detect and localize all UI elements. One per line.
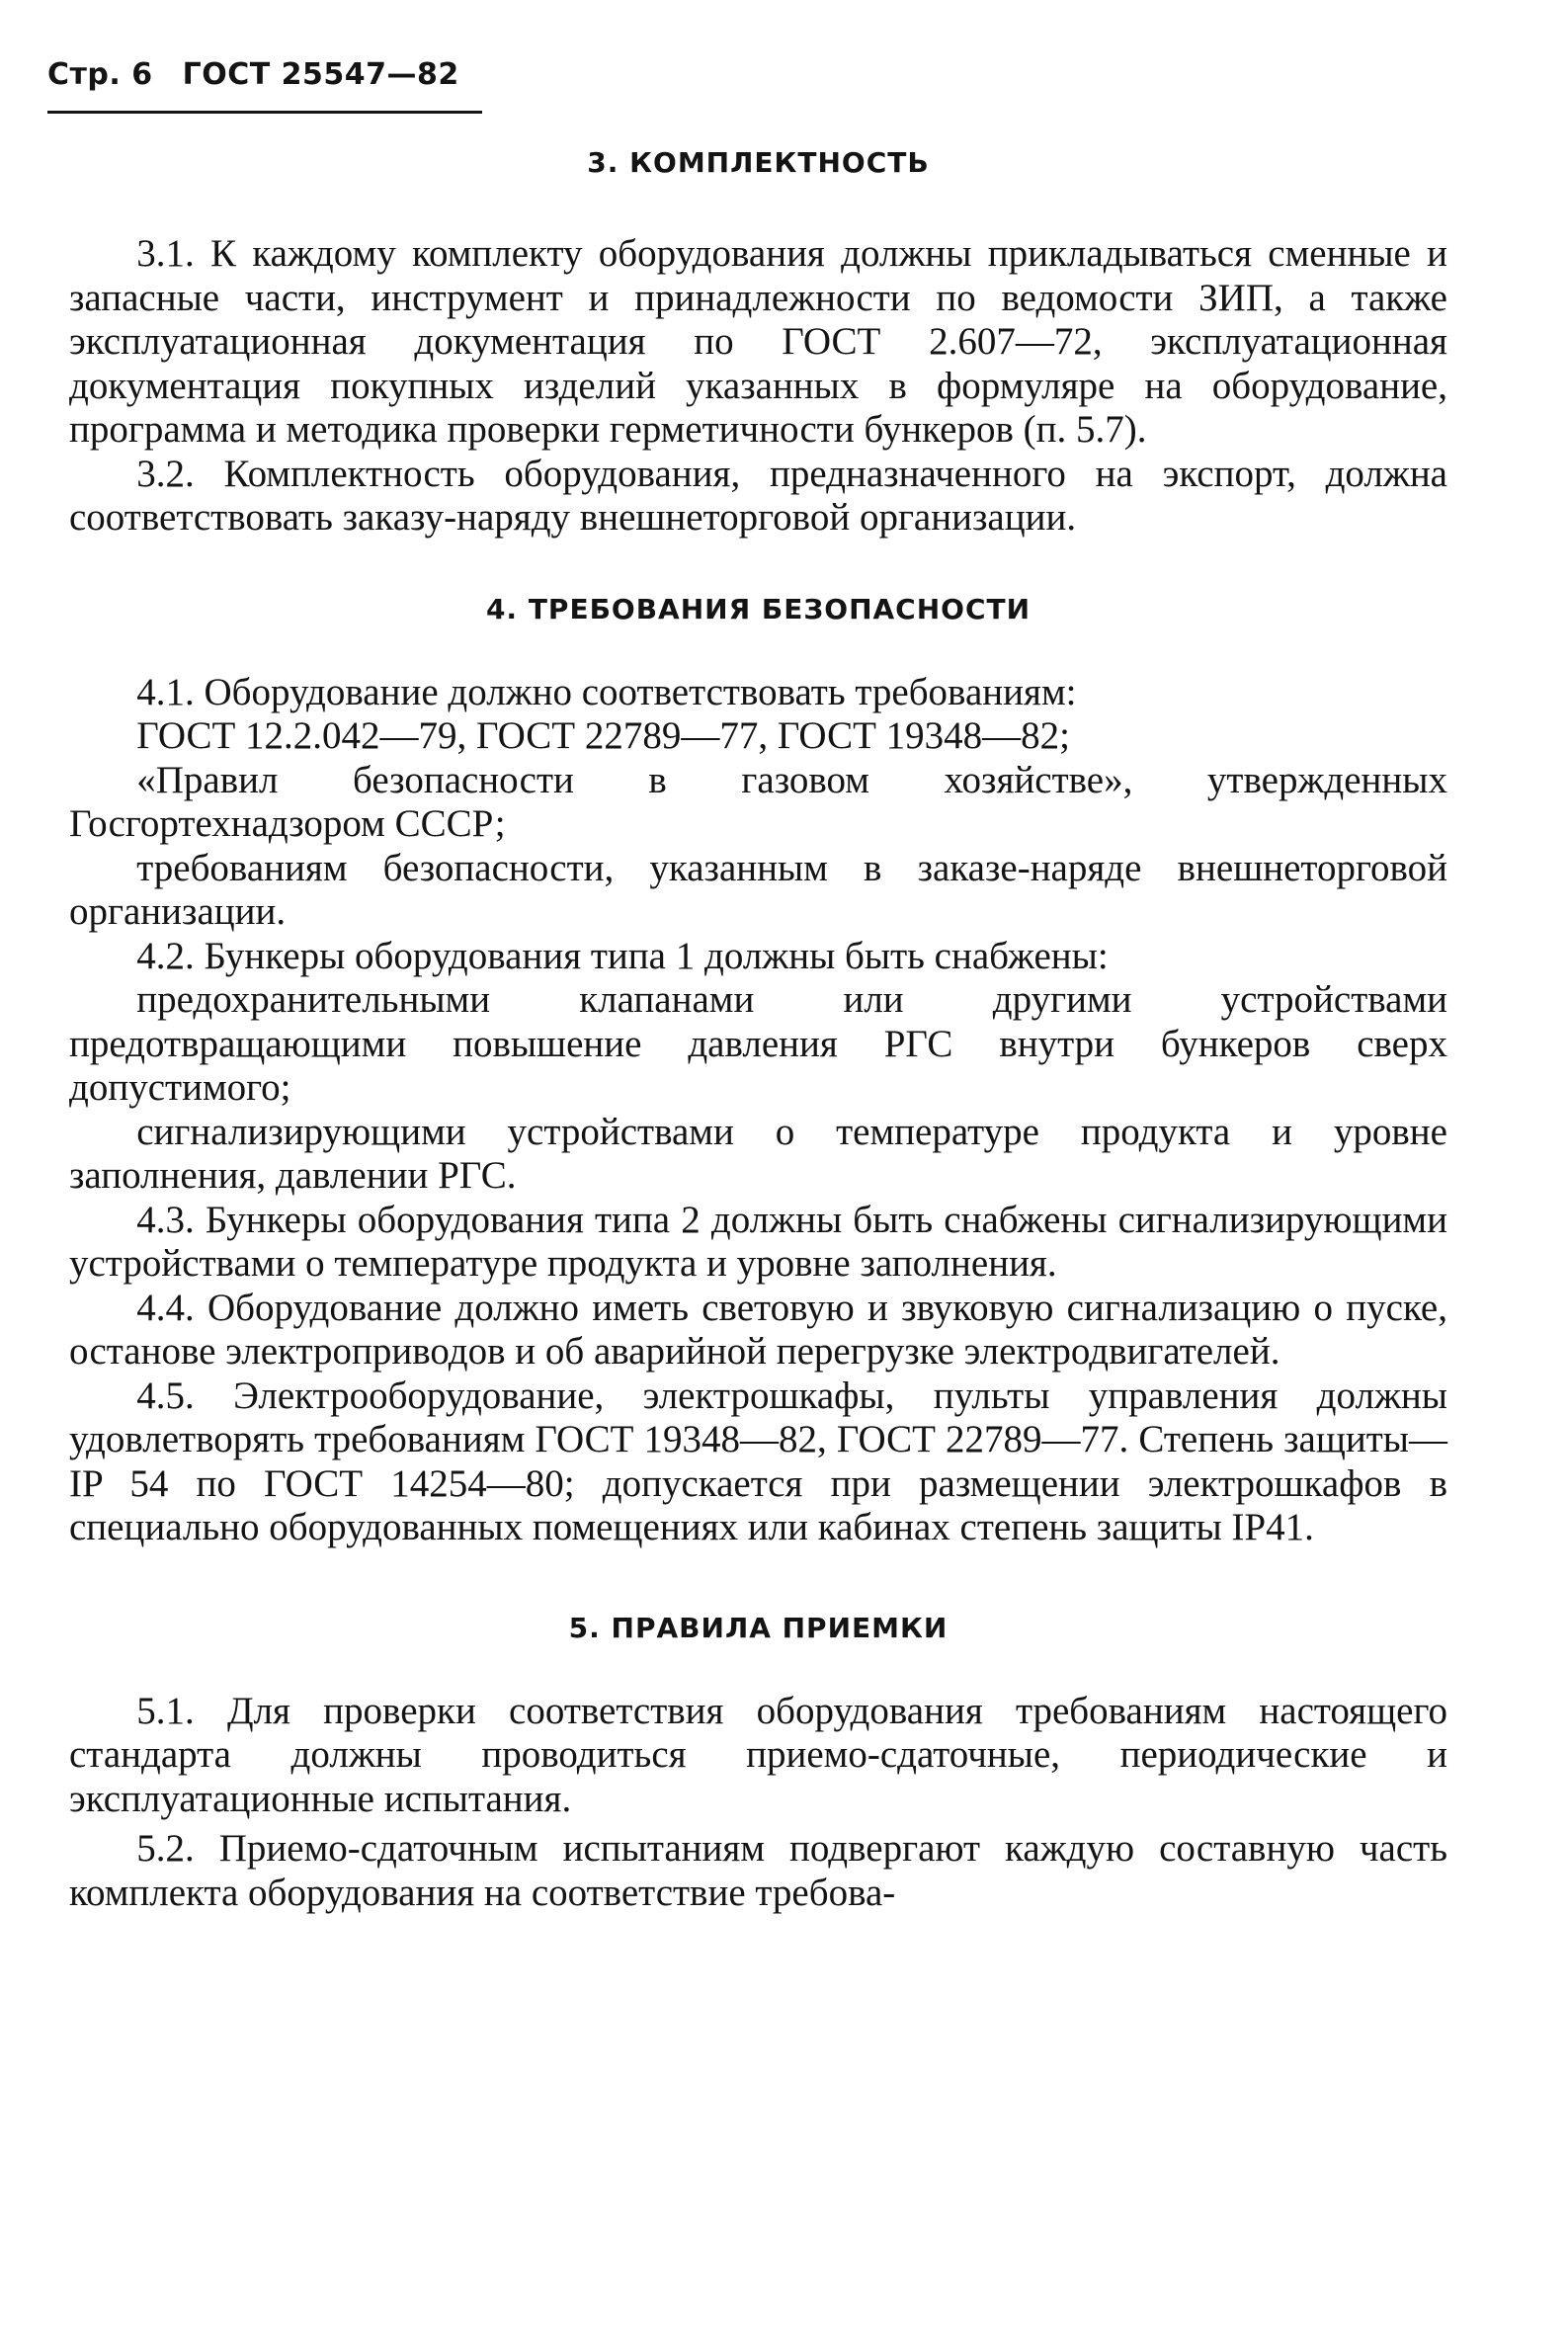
paragraph-4-5: 4.5. Электрооборудование, электрошкафы, пульты управления должны удовлетворять требованиям ГОСТ 19348—82, ГОСТ 22789—77. Степень защиты—IP 54 по ГОСТ 14254—80; допускается при размещении электрошкафов в специально оборудованных помещениях или кабинах степень защиты IP41. xyxy=(69,1374,1447,1548)
paragraph-4-1: 4.1. Оборудование должно соответствовать требованиям: xyxy=(136,670,1077,713)
paragraph-4-3: 4.3. Бункеры оборудования типа 2 должны быть снабжены сигнализирующими устройствами о температуре продукта и уровне заполнения. xyxy=(69,1198,1447,1285)
section-5-title: 5. ПРАВИЛА ПРИЕМКИ xyxy=(568,1611,949,1644)
paragraph-3-2: 3.2. Комплектность оборудования, предназначенного на экспорт, должна соответствовать заказу-наряду внешнеторговой организации. xyxy=(69,452,1447,539)
standard-code: ГОСТ 25547—82 xyxy=(182,57,459,92)
page-number: Стр. 6 xyxy=(47,57,153,92)
paragraph-3-1: 3.1. К каждому комплекту оборудования должны прикладываться сменные и запасные части, инструмент и принадлежности по ведомости ЗИП, а также эксплуатационная документация по ГОСТ 2.607—72, эксплуатационная документация покупных изделий указанных в формуляре на оборудование, программа и методика проверки герметичности бункеров (п. 5.7). xyxy=(69,232,1447,451)
paragraph-4-4: 4.4. Оборудование должно иметь световую и звуковую сигнализацию о пуске, останове электроприводов и об аварийной перегрузке электродвигателей. xyxy=(69,1286,1447,1373)
paragraph-4-2: 4.2. Бункеры оборудования типа 1 должны быть снабжены: xyxy=(136,934,1109,977)
paragraph-4-2-signals: сигнализирующими устройствами о температуре продукта и уровне заполнения, давлении РГС. xyxy=(69,1110,1447,1197)
paragraph-5-2: 5.2. Приемо-сдаточным испытаниям подвергают каждую составную часть комплекта оборудования на соответствие требова- xyxy=(69,1827,1447,1914)
paragraph-4-1-standards: ГОСТ 12.2.042—79, ГОСТ 22789—77, ГОСТ 19348—82; xyxy=(136,714,1070,757)
section-3-title: 3. КОМПЛЕКТНОСТЬ xyxy=(587,146,930,179)
document-body xyxy=(69,124,1447,1915)
paragraph-4-1-rules: «Правил безопасности в газовом хозяйстве», утвержденных Госгортехнадзором СССР; xyxy=(69,758,1447,845)
paragraph-4-1-order: требованиям безопасности, указанным в заказе-наряде внешнеторговой организации. xyxy=(69,846,1447,933)
paragraph-5-1: 5.1. Для проверки соответствия оборудования требованиям настоящего стандарта должны проводиться приемо-сдаточные, периодические и эксплуатационные испытания. xyxy=(69,1689,1447,1820)
paragraph-4-2-valves: предохранительными клапанами или другими устройствами предотвращающими повышение давления РГС внутри бункеров сверх допустимого; xyxy=(69,978,1447,1109)
page-header xyxy=(47,57,459,92)
header-rule xyxy=(47,111,482,114)
section-4-title: 4. ТРЕБОВАНИЯ БЕЗОПАСНОСТИ xyxy=(485,592,1032,625)
